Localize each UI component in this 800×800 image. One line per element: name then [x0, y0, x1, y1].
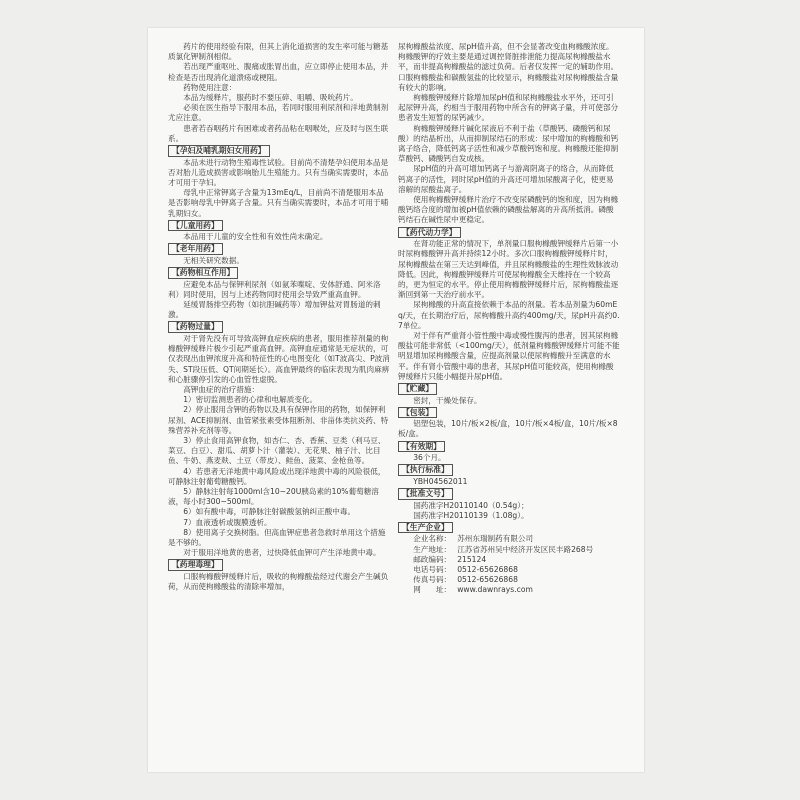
paragraph: 患者若吞咽药片有困难或者药品粘在咽喉处，应及时与医生联系。: [168, 123, 389, 143]
approval-number: 国药准字H20110140（0.54g）；: [413, 500, 529, 510]
manufacturer-key: 企业名称：: [413, 534, 452, 544]
paragraph: 对于肾先没有可导致高钾血症疾病的患者，服用推荐剂量的枸橼酸钾缓释片极少引起严重高血钾。高钾血症通常是无症状的，可仅表现出血钾浓度升高和特征性的心电图变化（如T波高尖、P波消失、ST段压低、QT间期延长）。高血钾最终的临床表现为肌肉麻痹和心脏骤停引发的心血管性虚脱。: [168, 333, 390, 384]
section-heading-overdose: 【药物过量】: [168, 321, 223, 333]
paragraph: 枸橼酸钾缓释片碱化尿液后不利于盐（草酸钙、磷酸钙和尿酸）的结晶析出，从而抑制尿结石的形成：尿中增加的枸橼酸和钙离子络合，降低钙离子活性和减少草酸钙饱和度。枸橼酸还能抑制草酸钙、磷酸钙自发成核。: [398, 123, 619, 164]
paragraph: 1）密切监测患者的心律和电解质变化。: [183, 395, 318, 405]
paragraph: 4）若患者无洋地黄中毒风险或出现洋地黄中毒的风险很低，可静脉注射葡萄糖酸钙。: [168, 466, 386, 486]
section-heading-pregnancy: 【孕妇及哺乳期妇女用药】: [168, 145, 270, 157]
paragraph: 2）停止服用含钾的药物以及具有保钾作用的药物，如保钾利尿剂、ACE抑制剂、血管紧张素受体阻断剂、非甾体类抗炎药、特殊营养补充剂等等。: [168, 405, 389, 435]
paragraph: 对于服用洋地黄的患者，过快降低血钾可产生洋地黄中毒。: [183, 548, 381, 558]
paragraph: 5）静脉注射每1000ml含10~20U胰岛素的10%葡萄糖溶液，每小时300~500ml。: [168, 487, 379, 507]
left-column: [168, 42, 390, 762]
manufacturer-key: 电话号码：: [413, 565, 452, 575]
paragraph: 口服枸橼酸钾缓释片后，吸收的枸橼酸盐经过代谢会产生碱负荷，从而使枸橼酸盐的清除率增加，: [168, 571, 389, 592]
paragraph: 本品用于儿童的安全性和有效性尚未确定。: [183, 232, 328, 242]
paragraph: 药物使用注意：: [183, 82, 237, 92]
manufacturer-key: 网 址：: [413, 585, 452, 595]
manufacturer-key: 传真号码：: [413, 575, 452, 585]
section-heading-storage: 【贮藏】: [398, 383, 437, 395]
manufacturer-key: 生产地址：: [413, 544, 452, 554]
manufacturer-key: 邮政编码：: [413, 554, 452, 564]
section-heading-pharmacokinetics: 【药代动力学】: [398, 227, 461, 239]
paragraph: 必须在医生指导下服用本品，若同时服用利尿剂和洋地黄制剂尤应注意。: [168, 103, 389, 123]
paragraph: 母乳中正常钾离子含量为13mEq/L，目前尚不清楚服用本品是否影响母乳中钾离子含量。只有当确实需要时，本品才可用于哺乳期妇女。: [168, 188, 389, 218]
section-heading-children: 【儿童用药】: [168, 220, 223, 232]
paragraph: 若出现严重呕吐、腹痛或胀胃出血，应立即停止使用本品，并检查是否出现消化道溃疡或梗阻。: [168, 62, 389, 82]
manufacturer-row: [398, 545, 620, 555]
manufacturer-value: 0512-65626868: [457, 575, 518, 585]
paragraph: 在肾功能正常的情况下，单剂量口服枸橼酸钾缓释片后第一小时尿枸橼酸钾升高并持续12小时。多次口服枸橼酸钾缓释片时，尿枸橼酸盐在第三天达到峰值，并且尿枸橼酸盐的生理性效脉波动降低。因此，枸橼酸钾缓释片可使尿枸橼酸全天维持在一个较高的，更为恒定的水平。停止使用枸橼酸钾缓释片后，尿枸橼酸盐逐渐回到第一天治疗前水平。: [398, 239, 619, 300]
section-heading-validity: 【有效期】: [398, 441, 445, 453]
paragraph: 本品为缓释片，服药时不要压碎、咀嚼、吸吮药片。: [183, 93, 358, 103]
paragraph: 使用枸橼酸钾缓释片治疗不改变尿磷酸钙的饱和度，因为枸橼酸钙络合度的增加被pH值依赖的磷酸盐解离的升高所抵消。磷酸钙结石在碱性尿中更稳定。: [398, 195, 619, 225]
manufacturer-value: 苏州东瑞制药有限公司: [457, 534, 534, 544]
right-column: [398, 42, 620, 752]
paragraph: 8）使用离子交换树脂。但高血钾症患者急救时单用这个措施是不够的。: [168, 527, 386, 548]
section-heading-standard: 【执行标准】: [398, 464, 453, 476]
standard-text: YBH04562011: [413, 476, 468, 486]
section-heading-interaction: 【药物相互作用】: [168, 267, 238, 279]
manufacturer-value: 0512-65626868: [457, 565, 518, 575]
manufacturer-website: www.dawnrays.com: [457, 585, 533, 595]
storage-text: 密封，干燥处保存。: [413, 395, 482, 405]
paragraph: 尿pH值的升高可增加钙离子与游离阴离子的络合，从而降低钙离子的活性，同时尿pH值的升高还可增加尿酸离子化，使更易溶解的尿酸盐离子。: [398, 164, 614, 194]
section-heading-package: 【包装】: [398, 407, 437, 419]
manufacturer-value: 215124: [457, 554, 487, 564]
package-text: 铝塑包装，10片/板×2板/盒，10片/板×4板/盒，10片/板×8板/盒。: [398, 419, 618, 439]
paragraph: 对于伴有严重肾小管性酸中毒或慢性腹泻的患者，因其尿枸橼酸盐可能非常低（<100mg/天），低剂量枸橼酸钾缓释片可能不能明显增加尿枸橼酸含量，应提高剂量以使尿枸橼酸升至满意的水平。伴有肾小管酸中毒的患者，其尿pH值可能较高，使用枸橼酸钾缓释片只能小幅提升尿pH值。: [398, 330, 620, 381]
paragraph: 3）停止食用高钾食物，如杏仁、杏、香蕉、豆类（利马豆、菜豆、白豆）、甜瓜、胡萝卜汁（灌装）、无花果、柚子汁、比目鱼、牛奶、燕麦麸、土豆（带皮）、鲑鱼、菠菜、金枪鱼等。: [168, 436, 386, 466]
paragraph: 应避免本品与保钾利尿剂（如氨苯喋啶、安体舒通、阿米洛利）同时使用，因与上述药物同时使用会导致严重高血钾。: [168, 279, 381, 299]
manufacturer-row: [398, 575, 620, 585]
paragraph: 7）血液透析或腹膜透析。: [183, 517, 272, 527]
paragraph: 尿枸橼酸的升高直接依赖于本品的剂量。若本品剂量为60mEq/天，在长期治疗后，尿枸橼酸升高约400mg/天，尿pH升高约0.7单位。: [398, 300, 620, 330]
validity-text: 36个月。: [413, 453, 446, 463]
section-heading-manufacturer: 【生产企业】: [398, 522, 453, 534]
approval-number: 国药准字H20110139（1.08g）。: [413, 510, 529, 520]
manufacturer-row: [398, 534, 620, 544]
paragraph: 本品未进行动物生殖毒性试验。目前尚不清楚孕妇使用本品是否对胎儿造成损害或影响胎儿生殖能力。只有当确实需要时，本品才可用于孕妇。: [168, 157, 389, 187]
paragraph: 尿枸橼酸盐浓度、尿pH值升高，但不会显著改变血枸橼酸浓度。枸橼酸钾的疗效主要是通过调控肾脏排泄能力提高尿枸橼酸盐水平，而非提高枸橼酸盐的滤过负荷。后者仅发挥一定的辅助作用。口服枸橼酸盐和碳酸氢盐的比较显示，枸橼酸盐对尿枸橼酸盐含量有较大的影响。: [398, 42, 619, 92]
paragraph: 延缓胃肠排空药物（如抗胆碱药等）增加钾盐对胃肠道的刺激。: [168, 300, 381, 320]
paragraph: 药片的使用经验有限，但其上消化道损害的发生率可能与糖基质氯化钾制剂相似。: [168, 42, 389, 62]
paragraph: 无相关研究数据。: [183, 255, 244, 265]
manufacturer-row: [398, 555, 620, 565]
section-heading-toxicology: 【药理毒理】: [168, 559, 223, 571]
paragraph: 高钾血症的治疗措施：: [183, 384, 260, 394]
paragraph: 6）如有酸中毒，可静脉注射碳酸氢钠纠正酸中毒。: [183, 507, 356, 517]
section-heading-approval: 【批准文号】: [398, 488, 453, 500]
manufacturer-value: 江苏省苏州吴中经济开发区民丰路268号: [457, 544, 594, 554]
paragraph: 枸橼酸钾缓释片除增加尿pH值和尿枸橼酸盐水平外，还可引起尿钾升高，约相当于服用药物中所含有的钾离子量，并可使部分患者发生短暂的尿钙减少。: [398, 93, 619, 123]
manufacturer-row: [398, 585, 620, 595]
section-heading-elderly: 【老年用药】: [168, 243, 223, 255]
leaflet-page: [148, 28, 644, 772]
manufacturer-row: [398, 565, 620, 575]
